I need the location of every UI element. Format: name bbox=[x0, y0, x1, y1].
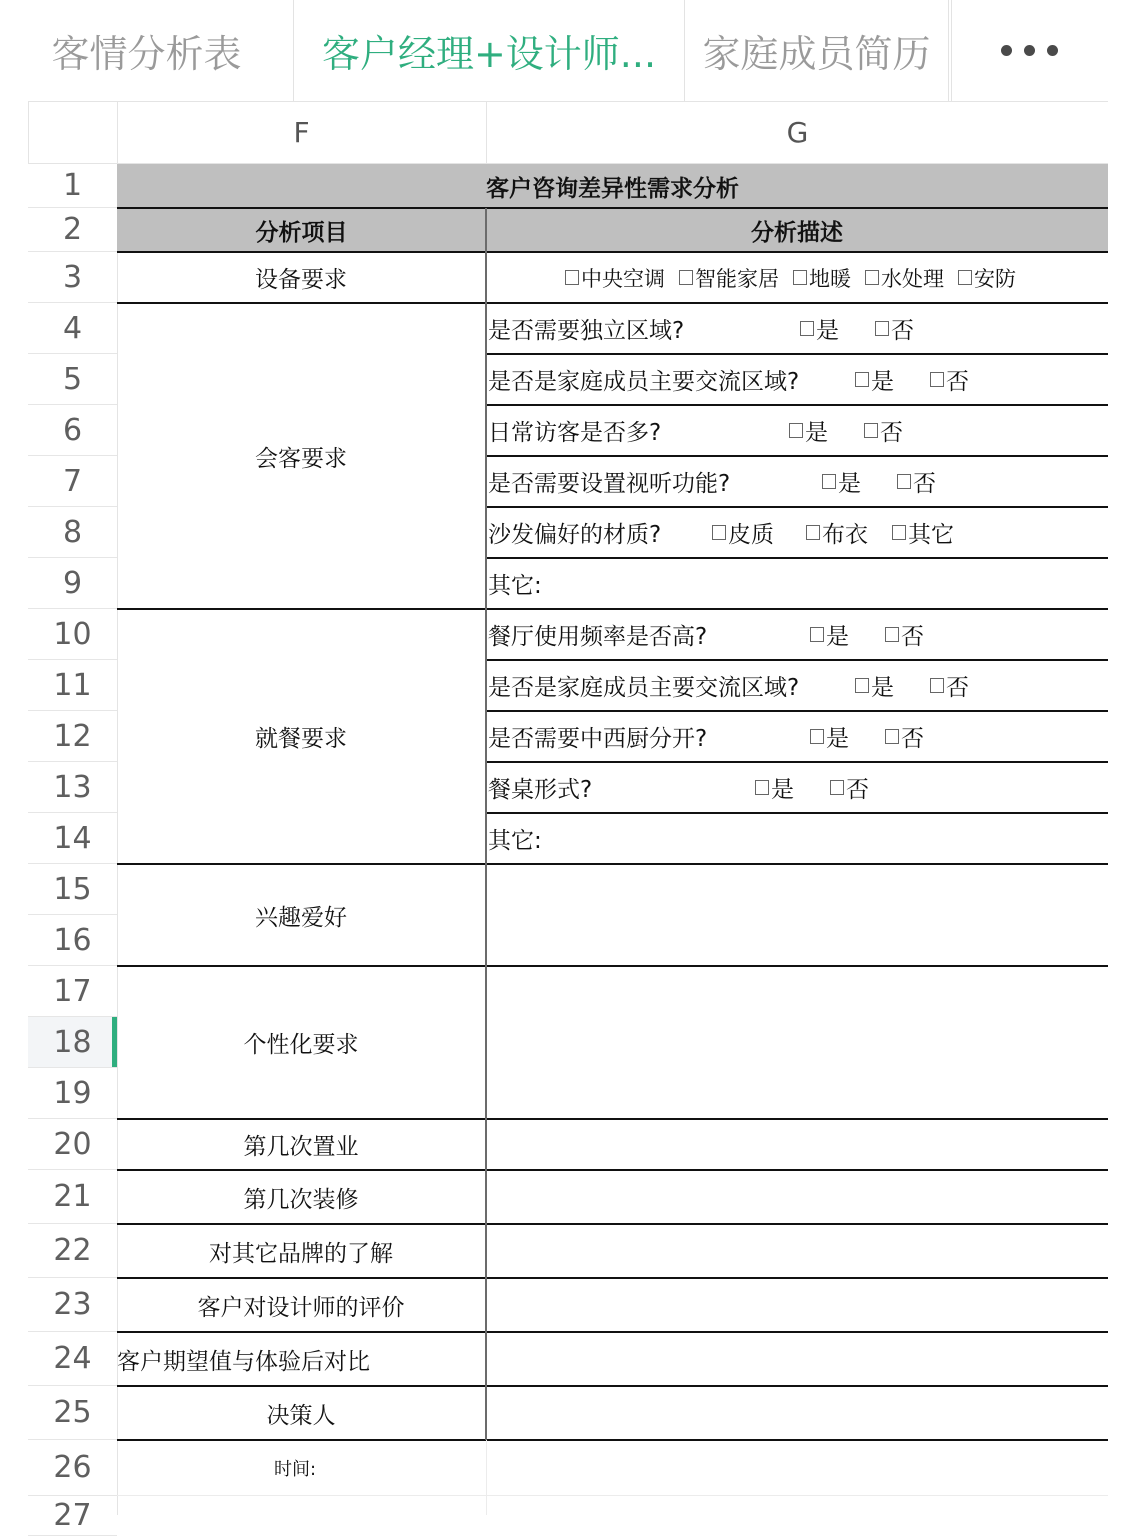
checkbox-icon bbox=[793, 270, 807, 285]
checkbox-icon bbox=[930, 678, 944, 693]
more-horizontal-icon bbox=[1047, 45, 1058, 56]
checkbox-icon bbox=[806, 525, 820, 540]
decision-maker-cell[interactable] bbox=[117, 1387, 485, 1439]
question-text: 餐厅使用频率是否高? bbox=[488, 624, 708, 650]
reception-q1[interactable] bbox=[488, 304, 1108, 353]
column-header-f[interactable]: F bbox=[293, 116, 310, 149]
checkbox-icon bbox=[679, 270, 693, 285]
option-no[interactable]: 否 bbox=[930, 363, 969, 396]
reception-label: 会客要求 bbox=[255, 445, 347, 472]
option-central-ac[interactable]: 中央空调 bbox=[565, 263, 665, 293]
option-fabric[interactable]: 布衣 bbox=[806, 516, 868, 549]
spreadsheet-grid bbox=[28, 101, 1108, 1533]
personal-cell[interactable] bbox=[117, 967, 485, 1118]
checkbox-icon bbox=[864, 423, 878, 438]
option-yes[interactable]: 是 bbox=[855, 669, 894, 702]
checkbox-icon bbox=[930, 372, 944, 387]
option-yes[interactable]: 是 bbox=[755, 771, 794, 804]
row-header[interactable]: 16 bbox=[28, 915, 117, 966]
row-header[interactable]: 13 bbox=[28, 762, 117, 813]
time-label: 时间: bbox=[273, 1459, 317, 1480]
row-header[interactable]: 5 bbox=[28, 354, 117, 405]
checkbox-icon bbox=[855, 372, 869, 387]
option-no[interactable]: 否 bbox=[897, 465, 936, 498]
checkbox-icon bbox=[810, 627, 824, 642]
option-no[interactable]: 否 bbox=[830, 771, 869, 804]
column-border bbox=[485, 208, 487, 1440]
sheet-title-cell[interactable] bbox=[117, 164, 1108, 208]
row-header[interactable]: 20 bbox=[28, 1119, 117, 1170]
checkbox-icon bbox=[855, 678, 869, 693]
question-text: 是否需要中西厨分开? bbox=[488, 726, 708, 752]
row-header[interactable]: 10 bbox=[28, 609, 117, 660]
more-horizontal-icon bbox=[1024, 45, 1035, 56]
option-security[interactable]: 安防 bbox=[958, 263, 1016, 293]
checkbox-icon bbox=[875, 321, 889, 336]
option-yes[interactable]: 是 bbox=[789, 414, 828, 447]
row-header[interactable]: 19 bbox=[28, 1068, 117, 1119]
row-header[interactable]: 27 bbox=[28, 1496, 117, 1536]
reception-q4[interactable] bbox=[488, 457, 1108, 506]
equipment-options-cell[interactable] bbox=[487, 253, 1108, 302]
more-horizontal-icon bbox=[1001, 45, 1012, 56]
other-label: 其它: bbox=[488, 828, 542, 854]
row-header[interactable]: 24 bbox=[28, 1332, 117, 1386]
dining-q4[interactable] bbox=[488, 763, 1108, 812]
question-text: 是否需要独立区域? bbox=[488, 318, 685, 344]
reception-label-cell[interactable] bbox=[117, 304, 485, 608]
row-header[interactable]: 23 bbox=[28, 1278, 117, 1332]
other-brands-label: 对其它品牌的了解 bbox=[209, 1240, 393, 1267]
question-text: 是否需要设置视听功能? bbox=[488, 471, 731, 497]
designer-review-label: 客户对设计师的评价 bbox=[197, 1294, 405, 1321]
purchase-times-label: 第几次置业 bbox=[243, 1134, 359, 1160]
option-water-treatment[interactable]: 水处理 bbox=[865, 263, 944, 293]
other-label: 其它: bbox=[488, 573, 542, 599]
option-leather[interactable]: 皮质 bbox=[712, 516, 774, 549]
checkbox-icon bbox=[885, 729, 899, 744]
expectation-compare-label: 客户期望值与体验后对比 bbox=[117, 1348, 370, 1375]
personal-label: 个性化要求 bbox=[243, 1032, 359, 1058]
dining-other[interactable] bbox=[488, 814, 1108, 863]
option-yes[interactable]: 是 bbox=[855, 363, 894, 396]
hobbies-cell[interactable] bbox=[117, 865, 485, 965]
row-header[interactable]: 26 bbox=[28, 1440, 117, 1496]
row-header[interactable]: 11 bbox=[28, 660, 117, 711]
dining-q2[interactable] bbox=[488, 661, 1108, 710]
time-cell[interactable] bbox=[117, 1441, 485, 1495]
tab-manager-designer[interactable]: 客户经理+设计师... bbox=[321, 32, 657, 76]
other-brands-cell[interactable] bbox=[117, 1225, 485, 1277]
checkbox-icon bbox=[755, 780, 769, 795]
checkbox-icon bbox=[865, 270, 879, 285]
row-header-selected[interactable]: 18 bbox=[28, 1017, 117, 1068]
header-item: 分析项目 bbox=[255, 219, 348, 246]
row-header[interactable]: 2 bbox=[28, 208, 117, 252]
tab-customer-analysis[interactable]: 客情分析表 bbox=[51, 32, 242, 76]
reception-q2[interactable] bbox=[488, 355, 1108, 404]
row-header[interactable]: 9 bbox=[28, 558, 117, 609]
checkbox-icon bbox=[800, 321, 814, 336]
row-header[interactable]: 8 bbox=[28, 507, 117, 558]
tab-divider bbox=[948, 0, 949, 101]
decoration-times-cell[interactable] bbox=[117, 1171, 485, 1223]
decision-maker-label: 决策人 bbox=[266, 1402, 336, 1429]
dining-q1[interactable] bbox=[488, 610, 1108, 659]
dining-label: 就餐要求 bbox=[255, 726, 347, 752]
option-no[interactable]: 否 bbox=[885, 618, 924, 651]
option-no[interactable]: 否 bbox=[885, 720, 924, 753]
header-desc-cell[interactable] bbox=[486, 208, 1108, 252]
checkbox-icon bbox=[822, 474, 836, 489]
option-no[interactable]: 否 bbox=[864, 414, 903, 447]
checkbox-icon bbox=[810, 729, 824, 744]
hobbies-value-cell[interactable] bbox=[488, 865, 1108, 965]
checkbox-icon bbox=[897, 474, 911, 489]
row-header[interactable]: 1 bbox=[28, 164, 117, 208]
expectation-compare-cell[interactable] bbox=[117, 1333, 485, 1385]
option-no[interactable]: 否 bbox=[875, 312, 914, 345]
question-text: 是否是家庭成员主要交流区域? bbox=[488, 675, 800, 701]
reception-q3[interactable] bbox=[488, 406, 1108, 455]
grid-line bbox=[117, 1495, 1108, 1496]
question-text: 餐桌形式? bbox=[488, 777, 593, 803]
reception-other[interactable] bbox=[488, 559, 1108, 608]
decoration-times-label: 第几次装修 bbox=[243, 1186, 359, 1213]
header-desc: 分析描述 bbox=[751, 219, 843, 246]
dining-label-cell[interactable] bbox=[117, 610, 485, 863]
row-header[interactable]: 17 bbox=[28, 966, 117, 1017]
row-header[interactable]: 6 bbox=[28, 405, 117, 456]
row-header[interactable]: 4 bbox=[28, 303, 117, 354]
checkbox-icon bbox=[712, 525, 726, 540]
dining-q3[interactable] bbox=[488, 712, 1108, 761]
reception-q5[interactable] bbox=[488, 508, 1108, 557]
option-yes[interactable]: 是 bbox=[822, 465, 861, 498]
grid-line bbox=[486, 1440, 487, 1515]
question-text: 沙发偏好的材质? bbox=[488, 522, 662, 548]
option-other[interactable]: 其它 bbox=[892, 516, 954, 549]
option-smart-home[interactable]: 智能家居 bbox=[679, 263, 779, 293]
purchase-times-cell[interactable] bbox=[117, 1120, 485, 1169]
tab-family-profile[interactable]: 家庭成员简历 bbox=[702, 32, 931, 76]
designer-review-cell[interactable] bbox=[117, 1279, 485, 1331]
checkbox-icon bbox=[789, 423, 803, 438]
row-header[interactable]: 7 bbox=[28, 456, 117, 507]
cell-border bbox=[117, 207, 1108, 209]
equipment-label: 设备要求 bbox=[255, 267, 347, 293]
checkbox-icon bbox=[885, 627, 899, 642]
row-header[interactable]: 21 bbox=[28, 1170, 117, 1224]
question-text: 是否是家庭成员主要交流区域? bbox=[488, 369, 800, 395]
row-header[interactable]: 25 bbox=[28, 1386, 117, 1440]
row-header[interactable]: 22 bbox=[28, 1224, 117, 1278]
more-tabs-button[interactable] bbox=[952, 0, 1107, 101]
question-text: 日常访客是否多? bbox=[488, 420, 662, 446]
option-no[interactable]: 否 bbox=[930, 669, 969, 702]
option-yes[interactable]: 是 bbox=[800, 312, 839, 345]
row-header[interactable]: 12 bbox=[28, 711, 117, 762]
row-header[interactable]: 3 bbox=[28, 252, 117, 303]
option-floor-heating[interactable]: 地暖 bbox=[793, 263, 851, 293]
option-yes[interactable]: 是 bbox=[810, 618, 849, 651]
column-header-g[interactable]: G bbox=[786, 116, 809, 149]
checkbox-icon bbox=[565, 270, 579, 285]
row-header[interactable]: 14 bbox=[28, 813, 117, 864]
checkbox-icon bbox=[958, 270, 972, 285]
personal-value-cell[interactable] bbox=[488, 967, 1108, 1118]
row-header[interactable]: 15 bbox=[28, 864, 117, 915]
header-item-cell[interactable] bbox=[117, 208, 486, 252]
option-yes[interactable]: 是 bbox=[810, 720, 849, 753]
hobbies-label: 兴趣爱好 bbox=[255, 904, 347, 931]
equipment-label-cell[interactable] bbox=[117, 253, 485, 302]
checkbox-icon bbox=[892, 525, 906, 540]
sheet-title: 客户咨询差异性需求分析 bbox=[486, 175, 739, 202]
checkbox-icon bbox=[830, 780, 844, 795]
sheet-tab-bar bbox=[0, 0, 1137, 101]
